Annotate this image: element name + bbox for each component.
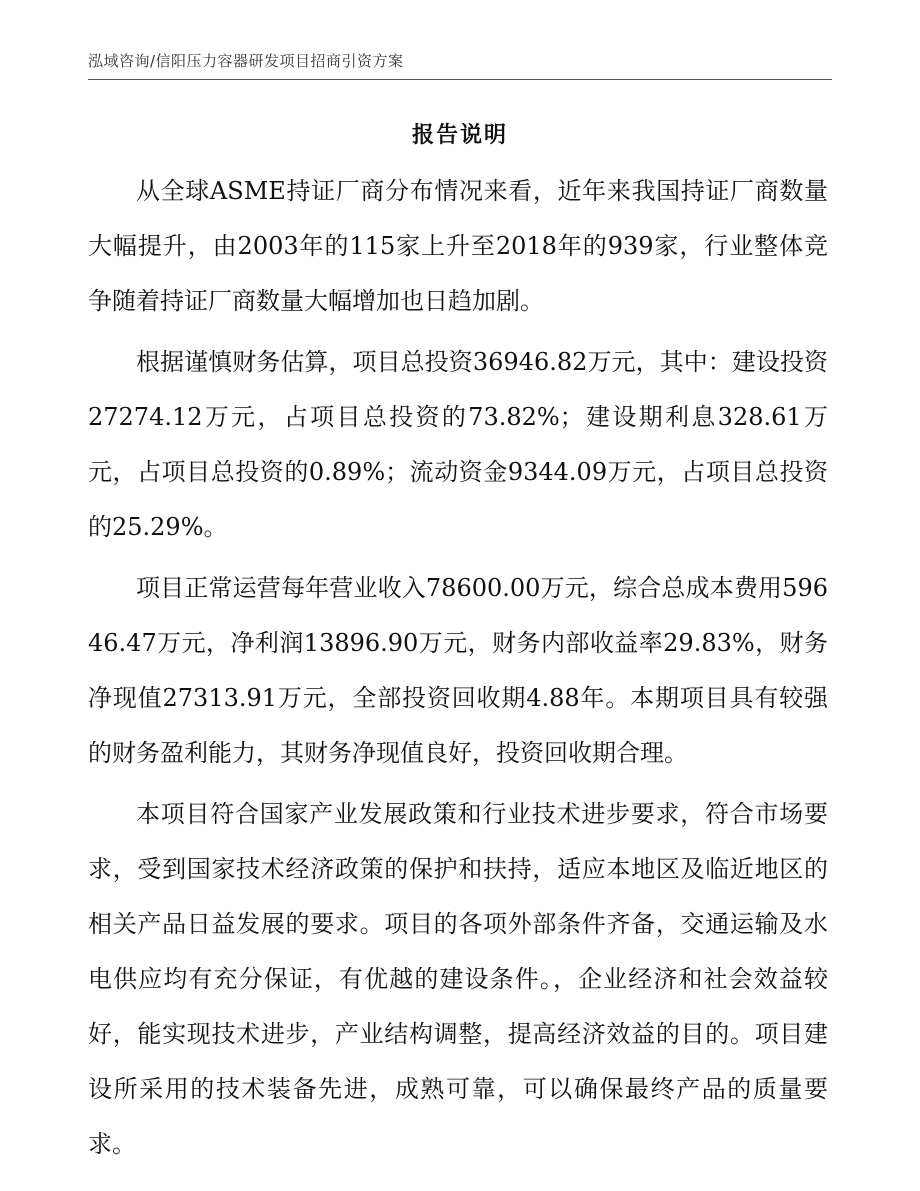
paragraph-investment-estimate: 根据谨慎财务估算，项目总投资36946.82万元，其中：建设投资27274.12万元，占项目总投资的73.82%；建设期利息328.61万元，占项目总投资的0.89%；流动资金9344.09万元，占项目总投资的25.29%。: [88, 348, 828, 541]
page-title: 报告说明: [411, 123, 508, 148]
paragraph-market-overview: 从全球ASME持证厂商分布情况来看，近年来我国持证厂商数量大幅提升，由2003年的115家上升至2018年的939家，行业整体竞争随着持证厂商数量大幅增加也日趋加剧。: [88, 177, 828, 315]
paragraph-financial-returns: 项目正常运营每年营业收入78600.00万元，综合总成本费用59646.47万元，净利润13896.90万元，财务内部收益率29.83%，财务净现值27313.91万元，全部投资回收期4.88年。本期项目具有较强的财务盈利能力，其财务净现值良好，投资回收期合理。: [88, 574, 828, 767]
header-divider: [88, 79, 832, 80]
paragraph-policy-conditions: 本项目符合国家产业发展政策和行业技术进步要求，符合市场要求，受到国家技术经济政策的保护和扶持，适应本地区及临近地区的相关产品日益发展的要求。项目的各项外部条件齐备，交通运输及水电供应均有充分保证，有优越的建设条件。，企业经济和社会效益较好，能实现技术进步，产业结构调整，提高经济效益的目的。项目建设所采用的技术装备先进，成熟可靠，可以确保最终产品的质量要求。: [88, 800, 828, 1158]
document-body: [88, 164, 828, 1178]
running-header: 泓域咨询/信阳压力容器研发项目招商引资方案: [88, 52, 404, 70]
